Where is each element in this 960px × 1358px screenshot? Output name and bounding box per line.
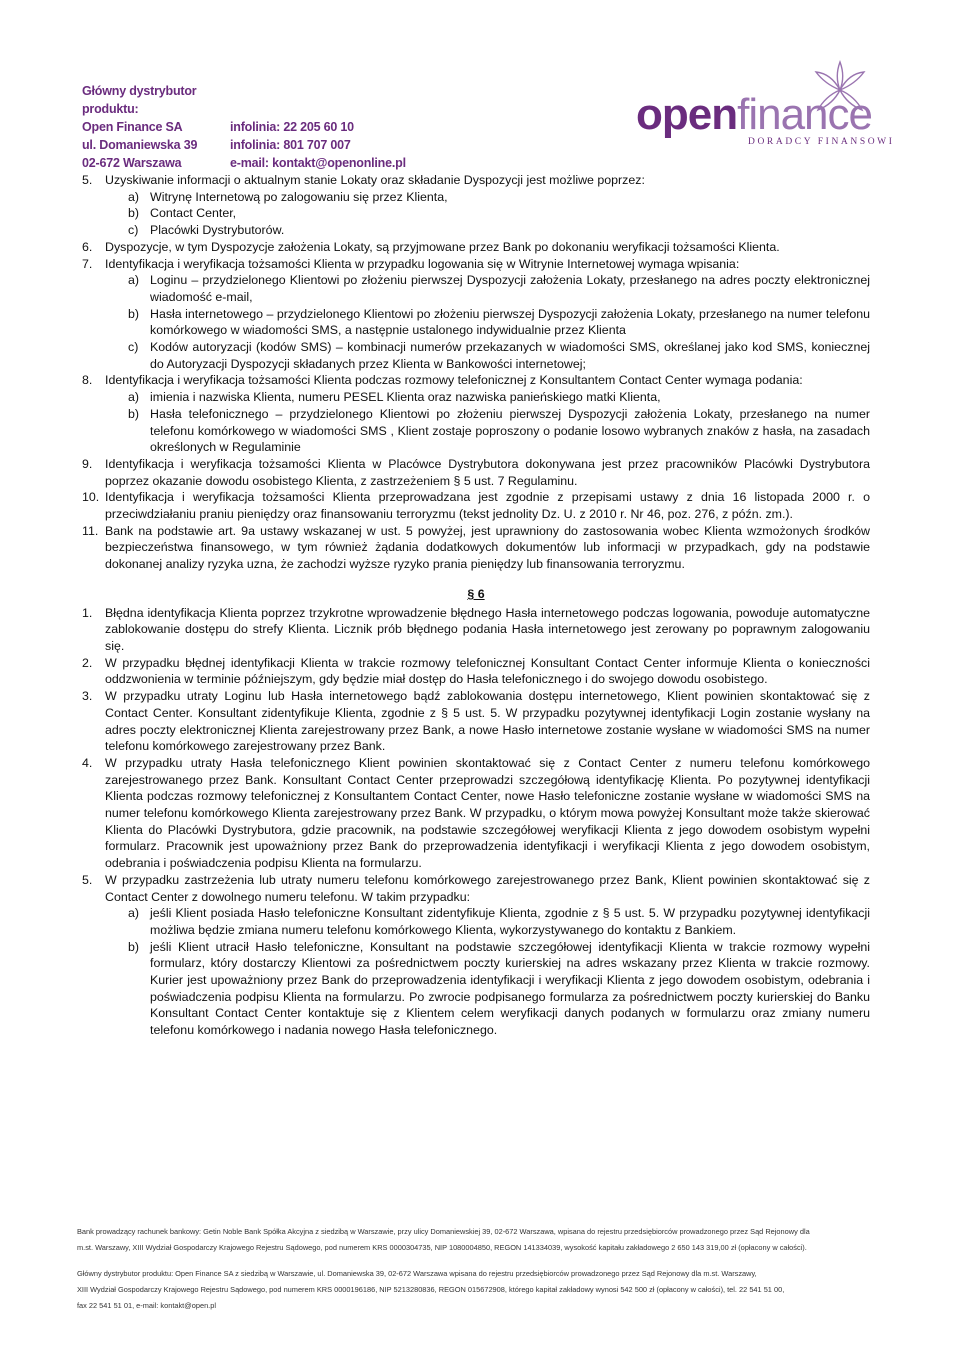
sub-text: Contact Center,: [150, 206, 237, 221]
item-number: 3.: [82, 689, 93, 704]
company-name: Open Finance SA: [82, 120, 183, 134]
item-text: Błędna identyfikacja Klienta poprzez trzykrotne wprowadzenie błędnego Hasła internetowego podczas logowania, powoduje automatyczne zablokowanie dostępu do strefy Klienta. Licznik prób błędnego podania Hasła internetowego jest zerowany po poprawnym zalogowaniu się.: [105, 605, 870, 653]
list-item: [82, 605, 870, 655]
sub-text: jeśli Klient posiada Hasło telefoniczne Konsultant zidentyfikuje Klienta, zgodnie z § 5 ust. 5. W przypadku pozytywnej identyfikacji możliwa będzie zmiana numeru telefonu komórkowego Klienta, wykorzystywanego do kontaktu z Bankiem.: [150, 906, 870, 937]
item-text: W przypadku utraty Hasła telefonicznego Klient powinien skontaktować się z Contact Center z numeru telefonu komórkowego zarejestrowanego przez Bank. Konsultant Contact Center przeprowadzi szczegółową identyfikację Klienta. Po pozytywnej identyfikacji Klienta podczas rozmowy telefonicznej z Konsultantem Contact Center, nowe Hasło telefoniczne zostanie wysłane w wiadomości SMS na numer telefonu komórkowego Klienta zarejestrowany przez Bank. W przypadku, o którym mowa powyżej Konsultant może także skierować Klienta do Placówki Dystrybutora, gdzie pracownik, na podstawie szczegółowej weryfikacji Klienta z jego dowodem osobistym wypełni formularz. Pracownik jest upoważniony przez Bank do przeprowadzenia identyfikacji i weryfikacji Klienta z jego dowodem osobistym, odebrania i poświadczenia podpisu Klienta na formularzu.: [105, 755, 870, 871]
list-item: [82, 489, 870, 522]
list-item: [82, 172, 870, 189]
contact-email: e-mail: kontakt@openonline.pl: [230, 156, 406, 170]
bank-footer: [77, 1224, 877, 1256]
item-text: W przypadku zastrzeżenia lub utraty numeru telefonu komórkowego zarejestrowanego przez Bank, Klient powinien skontaktować się z Contact Center z dowolnego numeru telefonu. W takim przypadku:: [105, 872, 870, 904]
item-text: Identyfikacja i weryfikacja tożsamości Klienta podczas rozmowy telefonicznej z Konsultantem Contact Center wymaga podania:: [105, 373, 803, 388]
sub-text: Hasła telefonicznego – przydzielonego Klientowi po złożeniu pierwszej Dyspozycji założenia Lokaty, przesłanego na numer telefonu komórkowego w wiadomości SMS , Klient zostaje poproszony o podanie losowo wybranych znaków z hasła, na zasadach określonych w Regulaminie: [150, 406, 870, 455]
sub-letter: a): [128, 390, 140, 405]
footer-line: fax 22 541 51 01, e-mail: kontakt@open.pl: [77, 1301, 216, 1310]
sub-item: [128, 406, 870, 456]
sub-letter: b): [128, 406, 140, 421]
sub-item: [128, 939, 870, 1039]
distributor-footer: [77, 1266, 877, 1314]
sub-text: Placówki Dystrybutorów.: [150, 223, 285, 238]
sub-item: [128, 272, 870, 305]
item-number: 7.: [82, 256, 93, 271]
sub-item: [128, 205, 870, 222]
item-number: 5.: [82, 872, 93, 887]
sub-letter: a): [128, 273, 140, 288]
sub-letter: b): [128, 206, 140, 221]
logo-open-text: open: [636, 90, 738, 139]
item-text: W przypadku utraty Loginu lub Hasła internetowego bądź zablokowania dostępu internetowego, Klient powinien skontaktować się z Contact Center. Konsultant zidentyfikuje Klienta, zgodnie z § 5 ust. 5. W przypadku pozytywnej identyfikacji Login zostanie wysłany na adres poczty elektronicznej Klienta zarejestrowany przez Bank, a nowe Hasło internetowe zostanie wysłane w wiadomości SMS na numer telefonu komórkowego zarejestrowany przez Bank.: [105, 689, 870, 754]
list-item: [82, 872, 870, 905]
item-text: W przypadku błędnej identyfikacji Klienta w trakcie rozmowy telefonicznej Konsultant Contact Center informuje Klienta o konieczności oddzwonienia w terminie późniejszym, gdy będzie miał dostęp do Hasła telefonicznego i do swojego dowodu osobistego.: [105, 655, 870, 687]
list-item: [82, 256, 870, 273]
hotline-2: infolinia: 801 707 007: [230, 138, 351, 152]
footer-line: m.st. Warszawy, XIII Wydział Gospodarczy Krajowego Rejestru Sądowego, pod numerem KRS 0000304735, NIP 1080004850, REGON 141334039, wysokość kapitału zakładowego 2 650 143 319,00 zł (opłacony w całości).: [77, 1243, 807, 1252]
item-number: 5.: [82, 173, 93, 187]
list-item: [82, 655, 870, 688]
item-text: Identyfikacja i weryfikacja tożsamości Klienta w przypadku logowania się w Witrynie Internetowej wymaga wpisania:: [105, 256, 740, 271]
logo-tagline: DORADCY FINANSOWI: [748, 137, 895, 147]
sub-item: [128, 222, 870, 239]
hotline-1: infolinia: 22 205 60 10: [230, 120, 354, 134]
header-label: Główny dystrybutor produktu:: [82, 84, 197, 116]
logo-finance-text: finance: [737, 90, 872, 139]
item-number: 11.: [82, 523, 99, 538]
list-item: [82, 372, 870, 389]
sub-text: Kodów autoryzacji (kodów SMS) – kombinacji numerów przekazanych w wiadomości SMS, określanej jako kod SMS, koniecznej do Autoryzacji Dyspozycji składanych przez Klienta w Bankowości internetowej;: [150, 340, 870, 371]
sub-text: Witrynę Internetową po zalogowaniu się przez Klienta,: [150, 189, 448, 204]
document-body: [82, 172, 870, 1039]
sub-text: Hasła internetowego – przydzielonego Klientowi po złożeniu pierwszej Dyspozycji założenia Lokaty, przesłanego na numer telefonu komórkowego w wiadomości SMS, a następnie ustalonego indywidualnie przez Klienta: [150, 306, 870, 338]
sub-item: [128, 339, 870, 372]
footer-line: Główny dystrybutor produktu: Open Finance SA z siedzibą w Warszawie, ul. Domaniewska 39, 02-672 Warszawa wpisana do rejestru przedsiębiorców prowadzonego przez Sąd Rejonowy dla m.st. Warszawy,: [77, 1269, 757, 1278]
sub-item: [128, 905, 870, 938]
sub-letter: b): [128, 939, 140, 954]
sub-item: [128, 306, 870, 339]
item-number: 6.: [82, 239, 93, 254]
sub-letter: a): [128, 906, 140, 921]
item-text: Dyspozycje, w tym Dyspozycje założenia Lokaty, są przyjmowane przez Bank po dokonaniu weryfikacji tożsamości Klienta.: [105, 239, 780, 254]
open-finance-logo: [636, 60, 895, 155]
item-text: Uzyskiwanie informacji o aktualnym stanie Lokaty oraz składanie Dyspozycji jest możliwe poprzez:: [105, 173, 645, 187]
list-item: [82, 239, 870, 256]
item-number: 2.: [82, 655, 93, 670]
list-item: [82, 755, 870, 872]
sub-text: jeśli Klient utracił Hasło telefoniczne, Konsultant na podstawie szczegółowej identyfikacji Klienta w trakcie rozmowy wypełni formularz, który dostarczy Klientowi za pośrednictwem poczty kurierskiej na adres wskazany przez Klienta w trakcie rozmowy. Kurier jest upoważniony przez Bank do przeprowadzenia identyfikacji i weryfikacji Klienta z jego dowodem osobistym, odebrania i poświadczenia podpisu Klienta na formularzu. Po zwrocie podpisanego formularza za pośrednictwem poczty kurierskiej do Banku Konsultant Contact Center kontaktuje się z Klientem celem weryfikacji danych podanych w formularzu oraz zmiany numeru telefonu komórkowego i nadania nowego Hasła telefonicznego.: [150, 939, 870, 1038]
sub-letter: a): [128, 189, 140, 204]
sub-letter: c): [128, 340, 139, 355]
list-item: [82, 688, 870, 755]
header-row: [82, 82, 406, 118]
section-heading: [82, 586, 870, 603]
sub-text: Loginu – przydzielonego Klientowi po złożeniu pierwszej Dyspozycji założenia Lokaty, przesłanego na adres poczty elektronicznej wiadomość e-mail,: [150, 273, 870, 304]
street-address: ul. Domaniewska 39: [82, 138, 198, 152]
sub-letter: b): [128, 306, 140, 321]
logo-wordmark: [636, 90, 872, 140]
footer-line: Bank prowadzący rachunek bankowy: Getin Noble Bank Spółka Akcyjna z siedzibą w Warszawie, przy ulicy Domaniewskiej 39, 02-672 Warszawa, wpisana do rejestru przedsiębiorców prowadzonego przez Sąd Rejonowy dla: [77, 1227, 810, 1236]
list-item: [82, 456, 870, 489]
distributor-contact-block: [82, 82, 406, 172]
header-row: [82, 118, 406, 136]
item-number: 4.: [82, 755, 93, 770]
item-number: 8.: [82, 373, 93, 388]
item-text: Identyfikacja i weryfikacja tożsamości Klienta w Placówce Dystrybutora dokonywana jest przez pracowników Placówki Dystrybutora poprzez okazanie dowodu osobistego Klienta, z zastrzeżeniem § 5 ust. 7 Regulaminu.: [105, 456, 870, 488]
item-number: 9.: [82, 456, 93, 471]
sub-text: imienia i nazwiska Klienta, numeru PESEL Klienta oraz nazwiska panieńskiego matki Klienta,: [150, 390, 661, 405]
list-item: [82, 523, 870, 573]
item-text: Identyfikacja i weryfikacja tożsamości Klienta przeprowadzana jest zgodnie z przepisami ustawy z dnia 16 listopada 2000 r. o przeciwdziałaniu praniu pieniędzy oraz finansowaniu terroryzmu (tekst jednolity Dz. U. z 2010 r. Nr 46, poz. 276, z późn. zm.).: [105, 490, 870, 522]
header-row: [82, 154, 406, 172]
item-text: Bank na podstawie art. 9a ustawy wskazanej w ust. 5 powyżej, jest uprawniony do zastosowania wobec Klienta wzmożonych środków bezpieczeństwa finansowego, w tym również żądania dodatkowych dokumentów lub informacji w przypadkach, gdy na podstawie dokonanej analizy ryzyka uzna, że zachodzi wyższe ryzyko prania pieniędzy lub finansowania terroryzmu.: [105, 523, 870, 572]
item-number: 1.: [82, 605, 93, 620]
header-row: [82, 136, 406, 154]
item-number: 10.: [82, 490, 100, 505]
footer-line: XIII Wydział Gospodarczy Krajowego Rejestru Sądowego, pod numerem KRS 0000196186, NIP 5213280836, REGON 015672908, którego kapitał zakładowy wynosi 542 500 zł (opłacony w całości), tel. 22 541 51 00,: [77, 1285, 785, 1294]
section-title: § 6: [467, 586, 485, 601]
sub-item: [128, 389, 870, 406]
sub-letter: c): [128, 223, 139, 238]
postal-city: 02-672 Warszawa: [82, 156, 182, 170]
sub-item: [128, 189, 870, 206]
